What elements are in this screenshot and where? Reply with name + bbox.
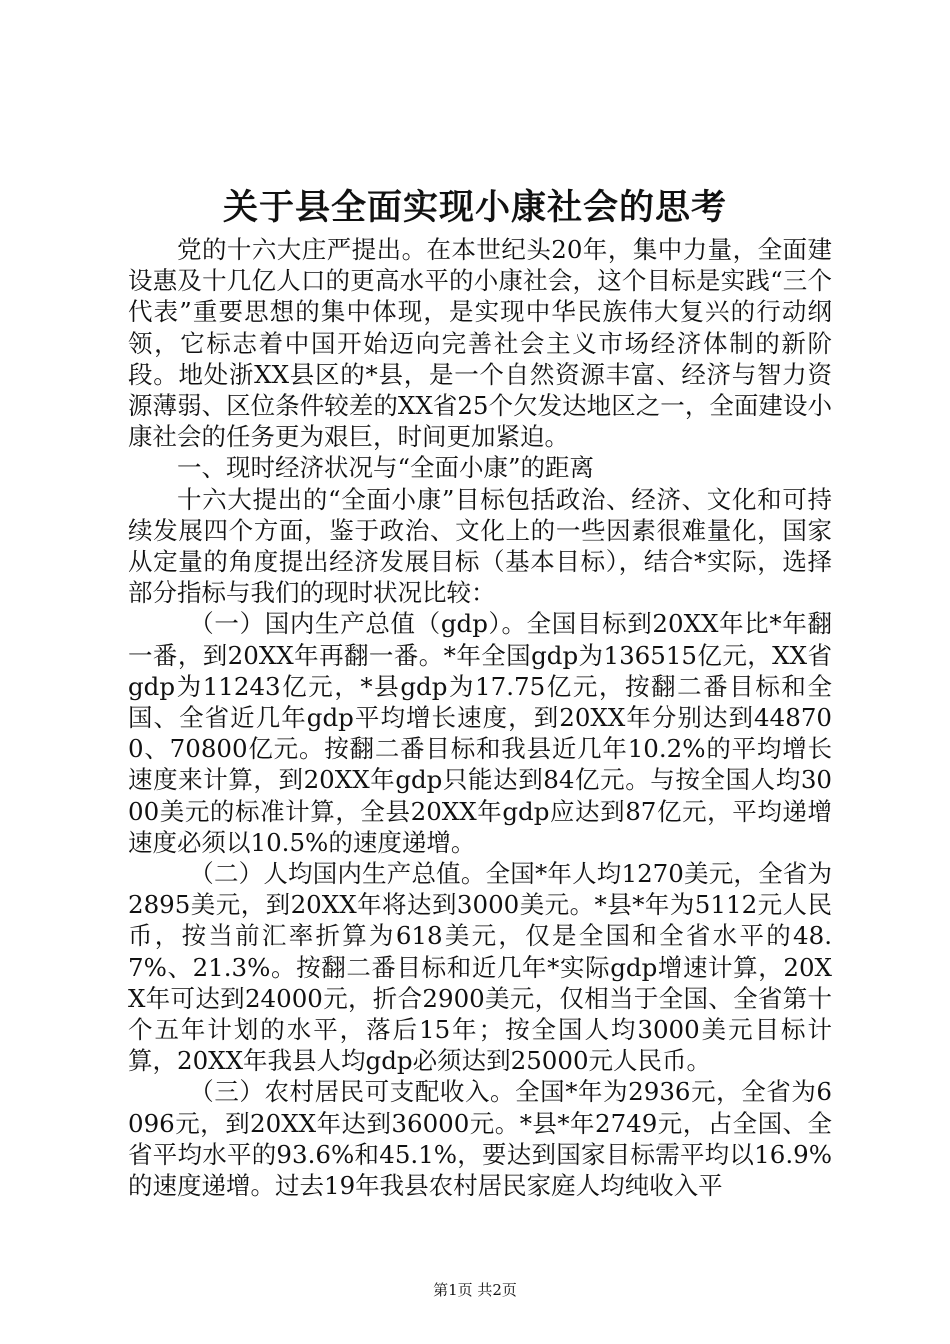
page-footer: 第1页 共2页 [433,1281,517,1299]
paragraph-per-capita-gdp: （二）人均国内生产总值。全国*年人均1270美元，全省为2895美元，到20XX年将达到3000美元。*县*年为5112元人民币，按当前汇率折算为618美元，仅是全国和全省水平的48.7%、21.3%。按翻二番目标和近几年*实际gdp增速计算，20XX年可达到24000元，折合2900美元，仅相当于全国、全省第十个五年计划的水平，落后15年；按全国人均3000美元目标计算，20XX年我县人均gdp必须达到25000元人民币。 [128,859,832,1076]
paragraph-overview: 十六大提出的“全面小康”目标包括政治、经济、文化和可持续发展四个方面，鉴于政治、文化上的一些因素很难量化，国家从定量的角度提出经济发展目标（基本目标），结合*实际，选择部分指标与我们的现时状况比较： [128,484,832,608]
section-heading: 一、现时经济状况与“全面小康”的距离 [177,453,595,483]
paragraph-intro: 党的十六大庄严提出。在本世纪头20年，集中力量，全面建设惠及十几亿人口的更高水平的小康社会，这个目标是实践“三个代表”重要思想的集中体现，是实现中华民族伟大复兴的行动纲领，它标志着中国开始迈向完善社会主义市场经济体制的新阶段。地处浙XX县区的*县，是一个自然资源丰富、经济与智力资源薄弱、区位条件较差的XX省25个欠发达地区之一，全面建设小康社会的任务更为艰巨，时间更加紧迫。 [128,235,832,452]
document-title: 关于县全面实现小康社会的思考 [222,187,727,228]
paragraph-rural-income: （三）农村居民可支配收入。全国*年为2936元，全省为6096元，到20XX年达到36000元。*县*年2749元，占全国、全省平均水平的93.6%和45.1%，要达到国家目标需平均以16.9%的速度递增。过去19年我县农村居民家庭人均纯收入平 [128,1077,832,1201]
document-body [128,234,832,1201]
paragraph-gdp: （一）国内生产总值（gdp）。全国目标到20XX年比*年翻一番，到20XX年再翻一番。*年全国gdp为136515亿元，XX省gdp为11243亿元，*县gdp为17.75亿元，按翻二番目标和全国、全省近几年gdp平均增长速度，到20XX年分别达到448700、70800亿元。按翻二番目标和我县近几年10.2%的平均增长速度来计算，到20XX年gdp只能达到84亿元。与按全国人均3000美元的标准计算，全县20XX年gdp应达到87亿元，平均递增速度必须以10.5%的速度递增。 [128,609,832,857]
